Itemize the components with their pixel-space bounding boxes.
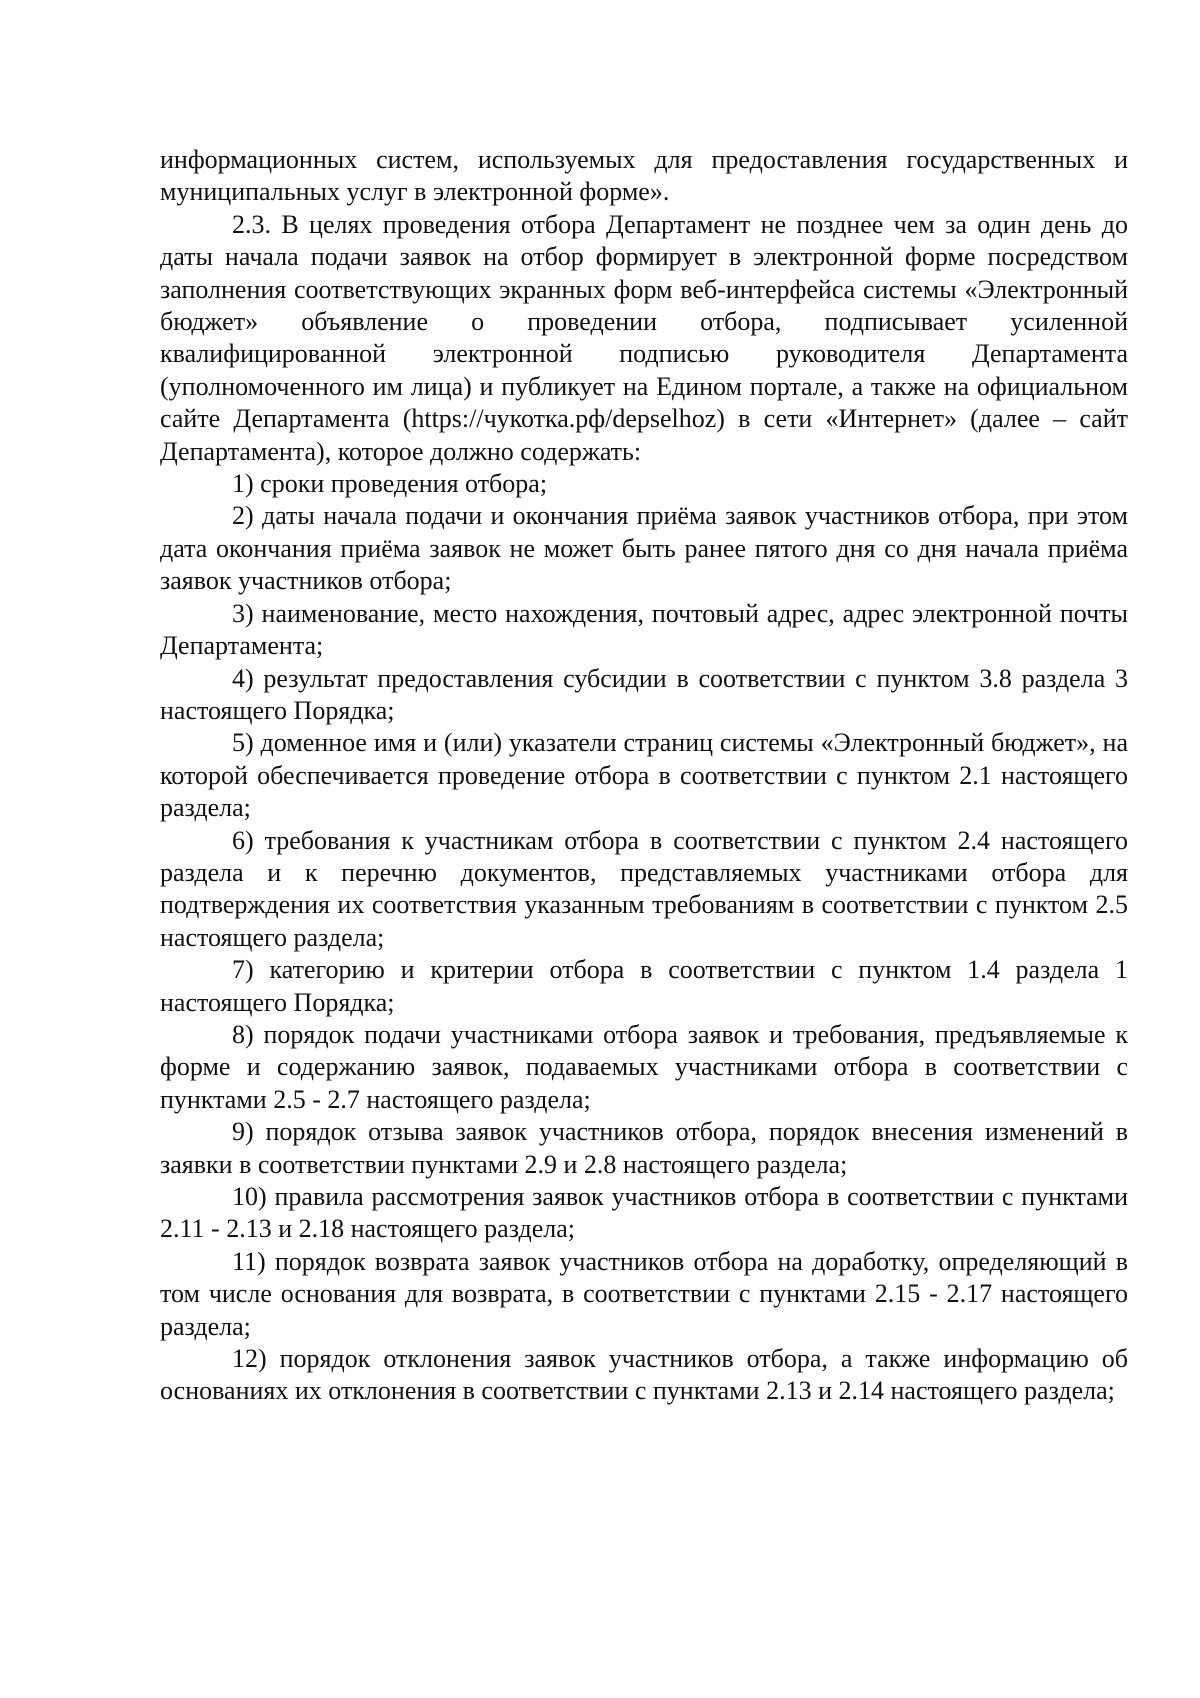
list-item-11: 11) порядок возврата заявок участников отбора на доработку, определяющий в том числе основания для возврата, в соответствии с пунктами 2.15 - 2.17 настоящего раздела;	[160, 1246, 1128, 1341]
list-item-4: 4) результат предоставления субсидии в соответствии с пунктом 3.8 раздела 3 настоящего Порядка;	[160, 663, 1128, 725]
paragraph-2-3: 2.3. В целях проведения отбора Департамент не позднее чем за один день до даты начала подачи заявок на отбор формирует в электронной форме посредством заполнения соответствующих экранных форм веб-интерфейса системы «Электронный бюджет» объявление о проведении отбора, подписывает усиленной квалифицированной электронной подписью руководителя Департамента (уполномоченного им лица) и публикует на Едином портале, а также на официальном сайте Департамента (https://чукотка.рф/depselhoz) в сети «Интернет» (далее – сайт Департамента), которое должно содержать:	[160, 209, 1128, 466]
list-item-3: 3) наименование, место нахождения, почтовый адрес, адрес электронной почты Департамента;	[160, 598, 1128, 661]
list-item-2: 2) даты начала подачи и окончания приёма заявок участников отбора, при этом дата окончания приёма заявок не может быть ранее пятого дня со дня начала приёма заявок участников отбора;	[160, 501, 1128, 596]
document-page	[160, 144, 1128, 1408]
paragraph-continuation: информационных систем, используемых для предоставления государственных и муниципальных услуг в электронной форме».	[160, 145, 1128, 207]
list-item-10: 10) правила рассмотрения заявок участников отбора в соответствии с пунктами 2.11 - 2.13 и 2.18 настоящего раздела;	[160, 1182, 1128, 1244]
list-item-12: 12) порядок отклонения заявок участников отбора, а также информацию об основаниях их отклонения в соответствии с пунктами 2.13 и 2.14 настоящего раздела;	[160, 1344, 1128, 1406]
list-item-1: 1) сроки проведения отбора;	[232, 469, 548, 499]
list-item-7: 7) категорию и критерии отбора в соответствии с пунктом 1.4 раздела 1 настоящего Порядка;	[160, 955, 1128, 1017]
list-item-9: 9) порядок отзыва заявок участников отбора, порядок внесения изменений в заявки в соответствии пунктами 2.9 и 2.8 настоящего раздела;	[160, 1117, 1128, 1179]
list-item-6: 6) требования к участникам отбора в соответствии с пунктом 2.4 настоящего раздела и к перечню документов, представляемых участниками отбора для подтверждения их соответствия указанным требованиям в соответствии с пунктом 2.5 настоящего раздела;	[160, 825, 1128, 952]
list-item-5: 5) доменное имя и (или) указатели страниц системы «Электронный бюджет», на которой обеспечивается проведение отбора в соответствии с пунктом 2.1 настоящего раздела;	[160, 728, 1128, 823]
list-item-8: 8) порядок подачи участниками отбора заявок и требования, предъявляемые к форме и содержанию заявок, подаваемых участниками отбора в соответствии с пунктами 2.5 - 2.7 настоящего раздела;	[160, 1019, 1128, 1114]
